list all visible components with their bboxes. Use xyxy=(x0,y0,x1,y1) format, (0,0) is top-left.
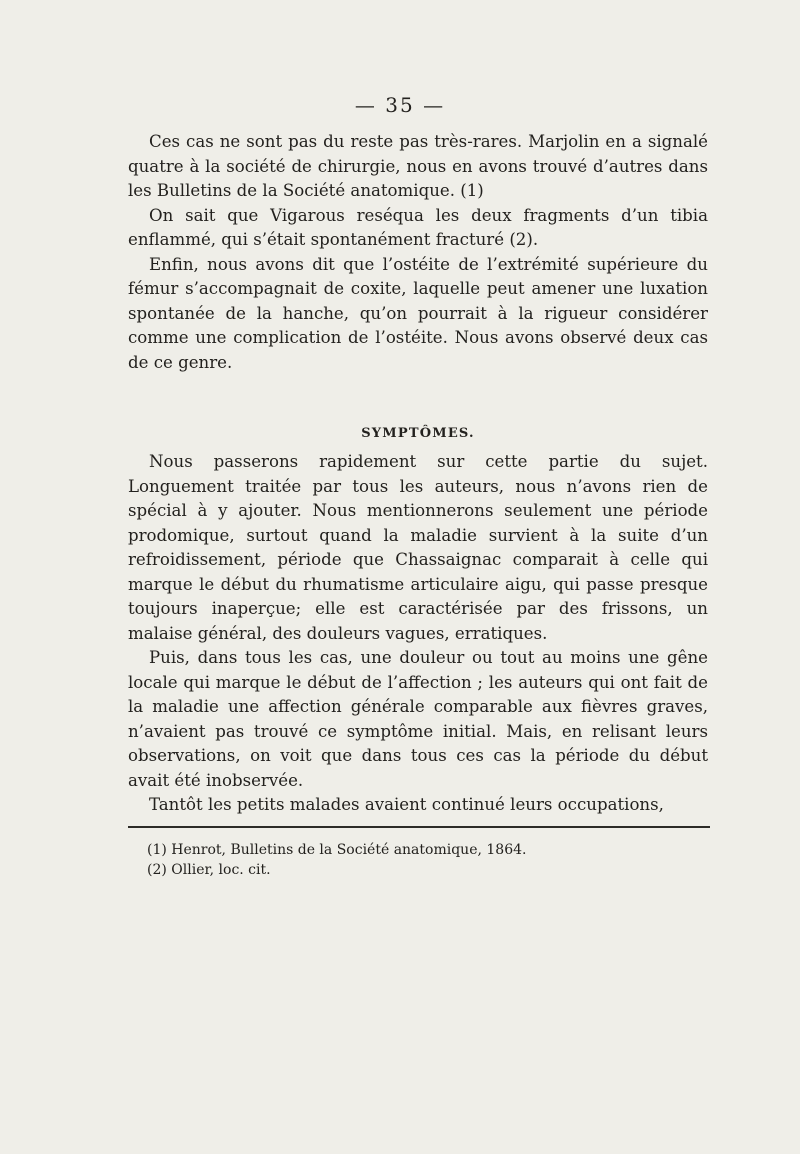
footnote-divider xyxy=(128,826,710,828)
paragraph-4: Nous passerons rapidement sur cette partie du sujet. Longuement traitée par tous les auteurs, nous n’avons rien de spécial à y ajouter. Nous mentionnerons seulement une période prodomique, surtout quand la maladie survient à la suite d’un refroidissement, période que Chassaignac comparait à celle qui marque le début du rhumatisme articulaire aigu, qui passe presque toujours inaperçue; elle est caractérisée par des frissons, un malaise général, des douleurs vagues, erratiques. xyxy=(128,452,708,643)
paragraph-3: Enfin, nous avons dit que l’ostéite de l’extrémité supérieure du fémur s’accompagnait de coxite, laquelle peut amener une luxation spontanée de la hanche, qu’on pourrait à la rigueur considérer comme une complication de l’ostéite. Nous avons observé deux cas de ce genre. xyxy=(128,254,708,372)
paragraph-2: On sait que Vigarous reséqua les deux fragments d’un tibia enflammé, qui s’était spontanément fracturé (2). xyxy=(128,205,708,249)
footnote-2: (2) Ollier, loc. cit. xyxy=(147,862,271,878)
paragraph-6: Tantôt les petits malades avaient continué leurs occupations, xyxy=(149,795,664,814)
footnote-1: (1) Henrot, Bulletins de la Société anatomique, 1864. xyxy=(147,842,527,858)
page-number: — 35 — xyxy=(354,93,446,117)
body-text-top xyxy=(128,130,708,375)
paragraph-5: Puis, dans tous les cas, une douleur ou tout au moins une gêne locale qui marque le début de l’affection ; les auteurs qui ont fait de la maladie une affection générale comparable aux fièvres graves, n’avaient pas trouvé ce symptôme initial. Mais, en relisant leurs observations, on voit que dans tous ces cas la période du début avait été inobservée. xyxy=(128,648,708,790)
footnotes xyxy=(147,840,707,880)
paragraph-1: Ces cas ne sont pas du reste pas très-rares. Marjolin en a signalé quatre à la société de chirurgie, nous en avons trouvé d’autres dans les Bulletins de la Société anatomique. (1) xyxy=(128,132,708,200)
body-text-bottom xyxy=(128,450,708,818)
section-heading: SYMPTÔMES. xyxy=(361,426,475,441)
